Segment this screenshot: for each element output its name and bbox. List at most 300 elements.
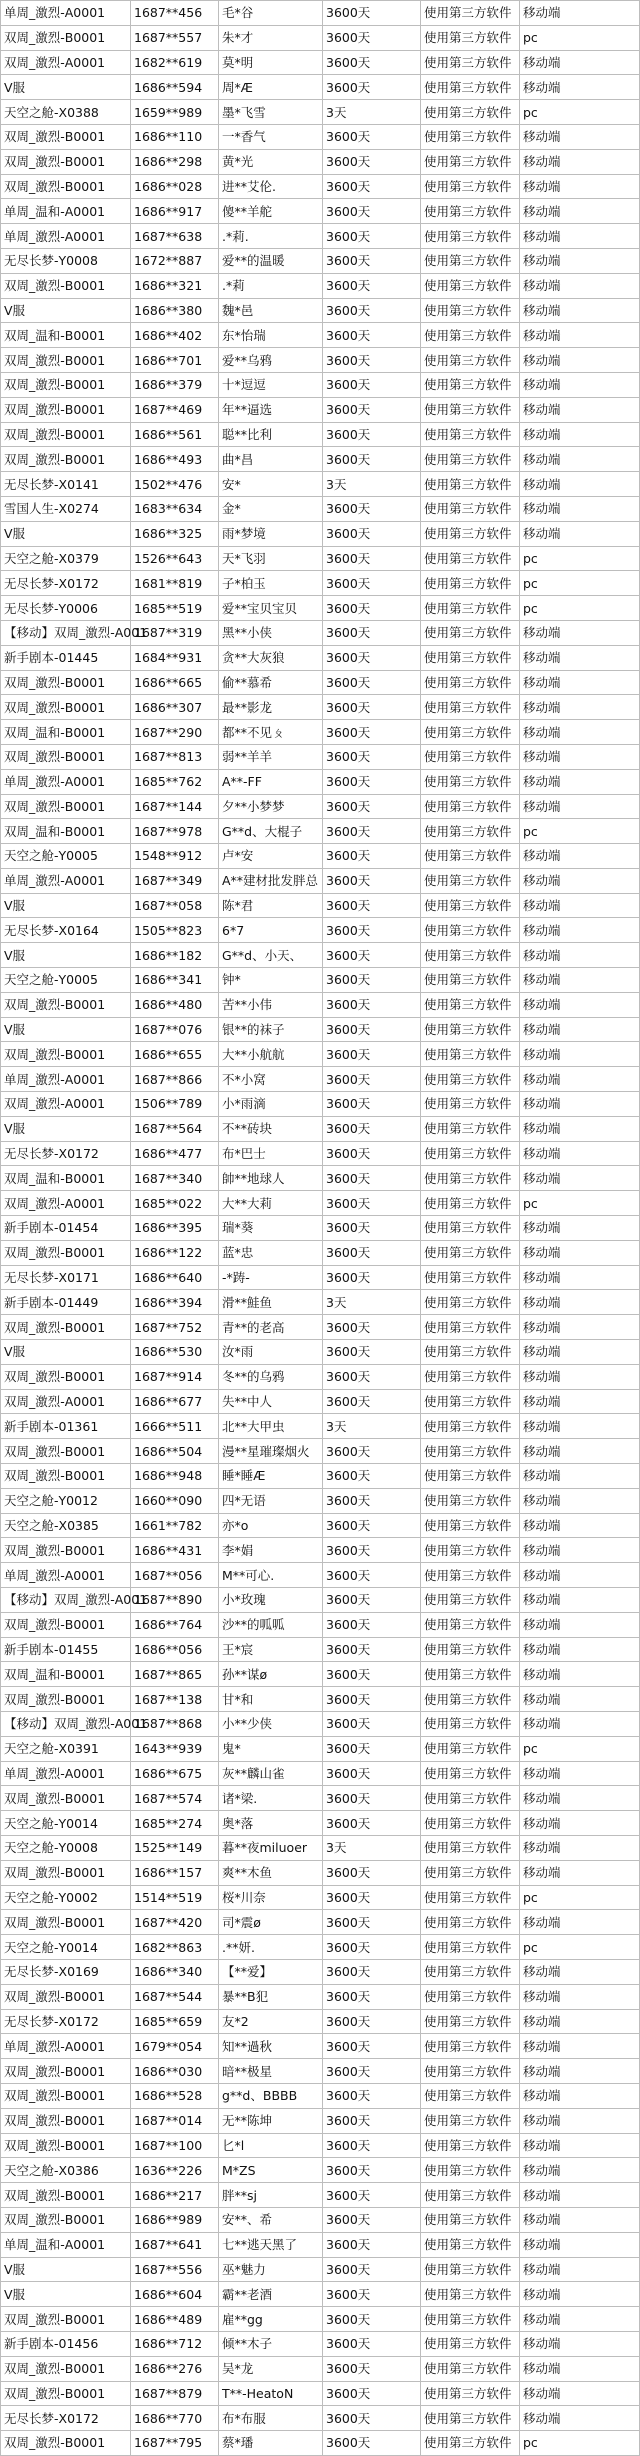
server-cell: 无尽长梦-X0141 [1,472,131,497]
table-row [1,1017,640,1042]
duration-cell: 3600天 [323,2381,421,2406]
reason-cell: 使用第三方软件 [421,1761,520,1786]
server-cell: 单周_激烈-A0001 [1,2034,131,2059]
server-cell: 无尽长梦-X0172 [1,571,131,596]
nickname-cell: 冬**的乌鸦 [219,1364,323,1389]
duration-cell: 3600天 [323,397,421,422]
server-cell: 双周_激烈-B0001 [1,1860,131,1885]
reason-cell: 使用第三方软件 [421,2207,520,2232]
server-cell: 无尽长梦-X0172 [1,2009,131,2034]
nickname-cell: 桜*川奈 [219,1885,323,1910]
duration-cell: 3600天 [323,2009,421,2034]
platform-cell: 移动端 [520,1240,640,1265]
nickname-cell: 【**爱】 [219,1959,323,1984]
server-cell: V服 [1,943,131,968]
reason-cell: 使用第三方软件 [421,1563,520,1588]
server-cell: V服 [1,1116,131,1141]
account-cell: 1686**298 [131,149,219,174]
nickname-cell: 甘*和 [219,1687,323,1712]
reason-cell: 使用第三方软件 [421,2307,520,2332]
account-cell: 1687**868 [131,1711,219,1736]
platform-cell: 移动端 [520,199,640,224]
table-row [1,819,640,844]
table-row [1,720,640,745]
reason-cell: 使用第三方软件 [421,1141,520,1166]
nickname-cell: 朱*才 [219,25,323,50]
duration-cell: 3600天 [323,1240,421,1265]
platform-cell: 移动端 [520,1860,640,1885]
server-cell: 双周_温和-B0001 [1,819,131,844]
server-cell: 双周_激烈-B0001 [1,273,131,298]
table-row [1,546,640,571]
nickname-cell: 胖**sj [219,2183,323,2208]
account-cell: 1687**420 [131,1910,219,1935]
nickname-cell: G**d、大棍子 [219,819,323,844]
server-cell: 无尽长梦-X0172 [1,1141,131,1166]
account-cell: 1526**643 [131,546,219,571]
account-cell: 1686**604 [131,2282,219,2307]
server-cell: 双周_激烈-B0001 [1,2431,131,2456]
nickname-cell: 爱**乌鸦 [219,348,323,373]
table-row [1,1860,640,1885]
platform-cell: 移动端 [520,1,640,26]
server-cell: 双周_温和-B0001 [1,1662,131,1687]
server-cell: 天空之舱-Y0014 [1,1935,131,1960]
nickname-cell: 小**少侠 [219,1711,323,1736]
server-cell: V服 [1,1340,131,1365]
nickname-cell: 年**逼选 [219,397,323,422]
table-row [1,645,640,670]
account-cell: 1686**030 [131,2059,219,2084]
reason-cell: 使用第三方软件 [421,1935,520,1960]
account-cell: 1687**100 [131,2133,219,2158]
server-cell: 双周_激烈-B0001 [1,2356,131,2381]
duration-cell: 3600天 [323,1017,421,1042]
duration-cell: 3600天 [323,1116,421,1141]
account-cell: 1506**789 [131,1092,219,1117]
account-cell: 1686**655 [131,1042,219,1067]
reason-cell: 使用第三方软件 [421,1042,520,1067]
table-row [1,1340,640,1365]
table-row [1,1612,640,1637]
account-cell: 1686**325 [131,521,219,546]
reason-cell: 使用第三方软件 [421,248,520,273]
platform-cell: 移动端 [520,1265,640,1290]
account-cell: 1666**511 [131,1414,219,1439]
platform-cell: 移动端 [520,124,640,149]
nickname-cell: 贪**大灰狼 [219,645,323,670]
table-row [1,1711,640,1736]
platform-cell: 移动端 [520,1538,640,1563]
platform-cell: 移动端 [520,372,640,397]
reason-cell: 使用第三方软件 [421,1538,520,1563]
server-cell: 天空之舱-X0391 [1,1736,131,1761]
table-row [1,1959,640,1984]
platform-cell: 移动端 [520,2108,640,2133]
platform-cell: 移动端 [520,447,640,472]
duration-cell: 3600天 [323,2331,421,2356]
table-row [1,2282,640,2307]
reason-cell: 使用第三方软件 [421,1488,520,1513]
table-row [1,1265,640,1290]
server-cell: 双周_激烈-B0001 [1,1364,131,1389]
platform-cell: 移动端 [520,2257,640,2282]
table-row [1,1240,640,1265]
reason-cell: 使用第三方软件 [421,1910,520,1935]
server-cell: 天空之舱-X0388 [1,100,131,125]
account-cell: 1687**866 [131,1067,219,1092]
nickname-cell: 弱**羊羊 [219,744,323,769]
account-cell: 1672**887 [131,248,219,273]
account-cell: 1686**431 [131,1538,219,1563]
platform-cell: 移动端 [520,1662,640,1687]
reason-cell: 使用第三方软件 [421,1340,520,1365]
nickname-cell: 天*飞羽 [219,546,323,571]
account-cell: 1659**989 [131,100,219,125]
reason-cell: 使用第三方软件 [421,273,520,298]
nickname-cell: 钟* [219,968,323,993]
table-row [1,1687,640,1712]
reason-cell: 使用第三方软件 [421,645,520,670]
duration-cell: 3600天 [323,695,421,720]
reason-cell: 使用第三方软件 [421,546,520,571]
duration-cell: 3天 [323,472,421,497]
account-cell: 1686**640 [131,1265,219,1290]
account-cell: 1682**619 [131,50,219,75]
nickname-cell: 四*无语 [219,1488,323,1513]
server-cell: 双周_激烈-B0001 [1,1042,131,1067]
duration-cell: 3600天 [323,2083,421,2108]
platform-cell: 移动端 [520,2331,640,2356]
table-body [1,1,640,2456]
table-row [1,100,640,125]
duration-cell: 3600天 [323,1637,421,1662]
platform-cell: 移动端 [520,1761,640,1786]
platform-cell: 移动端 [520,1984,640,2009]
reason-cell: 使用第三方软件 [421,744,520,769]
reason-cell: 使用第三方软件 [421,1,520,26]
account-cell: 1502**476 [131,472,219,497]
account-cell: 1686**122 [131,1240,219,1265]
platform-cell: 移动端 [520,968,640,993]
duration-cell: 3600天 [323,1191,421,1216]
reason-cell: 使用第三方软件 [421,1290,520,1315]
platform-cell: pc [520,819,640,844]
table-row [1,422,640,447]
server-cell: 新手剧本-01455 [1,1637,131,1662]
server-cell: 双周_激烈-B0001 [1,25,131,50]
duration-cell: 3600天 [323,1166,421,1191]
platform-cell: pc [520,100,640,125]
server-cell: V服 [1,2257,131,2282]
nickname-cell: 一*香气 [219,124,323,149]
table-row [1,496,640,521]
platform-cell: 移动端 [520,844,640,869]
table-row [1,2059,640,2084]
reason-cell: 使用第三方软件 [421,1612,520,1637]
account-cell: 1686**217 [131,2183,219,2208]
duration-cell: 3600天 [323,1364,421,1389]
nickname-cell: 孙**谋ø [219,1662,323,1687]
table-row [1,1811,640,1836]
table-row [1,1910,640,1935]
account-cell: 1686**182 [131,943,219,968]
platform-cell: pc [520,2431,640,2456]
platform-cell: 移动端 [520,472,640,497]
account-cell: 1685**022 [131,1191,219,1216]
table-row [1,968,640,993]
nickname-cell: 黄*光 [219,149,323,174]
table-row [1,224,640,249]
server-cell: 单周_激烈-A0001 [1,224,131,249]
table-row [1,1116,640,1141]
platform-cell: 移动端 [520,1711,640,1736]
nickname-cell: 雨*梦境 [219,521,323,546]
server-cell: 双周_激烈-B0001 [1,422,131,447]
reason-cell: 使用第三方软件 [421,199,520,224]
nickname-cell: 爱**的温暖 [219,248,323,273]
server-cell: 双周_激烈-B0001 [1,2133,131,2158]
nickname-cell: 王*宸 [219,1637,323,1662]
server-cell: 无尽长梦-X0169 [1,1959,131,1984]
server-cell: 双周_激烈-A0001 [1,1092,131,1117]
duration-cell: 3600天 [323,1216,421,1241]
platform-cell: 移动端 [520,670,640,695]
reason-cell: 使用第三方软件 [421,100,520,125]
reason-cell: 使用第三方软件 [421,1315,520,1340]
table-row [1,124,640,149]
server-cell: 双周_激烈-B0001 [1,447,131,472]
platform-cell: 移动端 [520,1959,640,1984]
server-cell: 双周_激烈-A0001 [1,1191,131,1216]
account-cell: 1687**076 [131,1017,219,1042]
table-row [1,2158,640,2183]
server-cell: 双周_激烈-B0001 [1,1240,131,1265]
nickname-cell: 傻**羊舵 [219,199,323,224]
reason-cell: 使用第三方软件 [421,496,520,521]
duration-cell: 3600天 [323,645,421,670]
reason-cell: 使用第三方软件 [421,2059,520,2084]
platform-cell: 移动端 [520,1017,640,1042]
platform-cell: 移动端 [520,1910,640,1935]
duration-cell: 3600天 [323,868,421,893]
nickname-cell: 蓝*忠 [219,1240,323,1265]
platform-cell: 移动端 [520,1389,640,1414]
nickname-cell: g**d、BBBB [219,2083,323,2108]
server-cell: 无尽长梦-X0164 [1,918,131,943]
account-cell: 1687**544 [131,1984,219,2009]
reason-cell: 使用第三方软件 [421,2232,520,2257]
reason-cell: 使用第三方软件 [421,2406,520,2431]
reason-cell: 使用第三方软件 [421,1984,520,2009]
reason-cell: 使用第三方软件 [421,2183,520,2208]
nickname-cell: 聪**比利 [219,422,323,447]
table-row [1,50,640,75]
duration-cell: 3600天 [323,2232,421,2257]
duration-cell: 3600天 [323,348,421,373]
nickname-cell: 大**小航航 [219,1042,323,1067]
duration-cell: 3天 [323,100,421,125]
duration-cell: 3600天 [323,1860,421,1885]
table-row [1,1141,640,1166]
server-cell: 双周_激烈-B0001 [1,695,131,720]
account-cell: 1687**865 [131,1662,219,1687]
platform-cell: 移动端 [520,2406,640,2431]
platform-cell: 移动端 [520,620,640,645]
account-cell: 1687**638 [131,224,219,249]
platform-cell: 移动端 [520,2381,640,2406]
server-cell: 天空之舱-Y0002 [1,1885,131,1910]
platform-cell: 移动端 [520,1786,640,1811]
duration-cell: 3600天 [323,1885,421,1910]
table-row [1,2331,640,2356]
table-row [1,620,640,645]
server-cell: 双周_激烈-B0001 [1,1439,131,1464]
server-cell: 双周_激烈-B0001 [1,1786,131,1811]
duration-cell: 3600天 [323,447,421,472]
reason-cell: 使用第三方软件 [421,844,520,869]
duration-cell: 3600天 [323,769,421,794]
duration-cell: 3600天 [323,1488,421,1513]
platform-cell: 移动端 [520,645,640,670]
table-row [1,1067,640,1092]
account-cell: 1687**290 [131,720,219,745]
account-cell: 1687**319 [131,620,219,645]
nickname-cell: 司*震ø [219,1910,323,1935]
nickname-cell: 诸*梁. [219,1786,323,1811]
nickname-cell: 李*娟 [219,1538,323,1563]
nickname-cell: 小*玫瑰 [219,1588,323,1613]
reason-cell: 使用第三方软件 [421,1588,520,1613]
reason-cell: 使用第三方软件 [421,224,520,249]
account-cell: 1636**226 [131,2158,219,2183]
table-row [1,1563,640,1588]
server-cell: 单周_激烈-A0001 [1,1067,131,1092]
account-cell: 1686**948 [131,1464,219,1489]
server-cell: 无尽长梦-Y0006 [1,596,131,621]
platform-cell: 移动端 [520,298,640,323]
duration-cell: 3600天 [323,1612,421,1637]
platform-cell: pc [520,1191,640,1216]
nickname-cell: 汝*雨 [219,1340,323,1365]
reason-cell: 使用第三方软件 [421,769,520,794]
platform-cell: 移动端 [520,496,640,521]
reason-cell: 使用第三方软件 [421,1166,520,1191]
table-row [1,472,640,497]
nickname-cell: 灰**麟山雀 [219,1761,323,1786]
reason-cell: 使用第三方软件 [421,149,520,174]
duration-cell: 3600天 [323,1984,421,2009]
table-row [1,571,640,596]
duration-cell: 3600天 [323,2183,421,2208]
duration-cell: 3600天 [323,372,421,397]
nickname-cell: 莫*明 [219,50,323,75]
nickname-cell: 不**砖块 [219,1116,323,1141]
reason-cell: 使用第三方软件 [421,620,520,645]
reason-cell: 使用第三方软件 [421,422,520,447]
table-row [1,298,640,323]
table-row [1,25,640,50]
duration-cell: 3600天 [323,2282,421,2307]
account-cell: 1687**014 [131,2108,219,2133]
nickname-cell: 滑**鮭鱼 [219,1290,323,1315]
table-row [1,2083,640,2108]
duration-cell: 3600天 [323,794,421,819]
nickname-cell: -*踌- [219,1265,323,1290]
platform-cell: 移动端 [520,695,640,720]
reason-cell: 使用第三方软件 [421,1786,520,1811]
nickname-cell: 布*布服 [219,2406,323,2431]
server-cell: 【移动】双周_激烈-A001 [1,620,131,645]
nickname-cell: 霸**老酒 [219,2282,323,2307]
reason-cell: 使用第三方软件 [421,298,520,323]
reason-cell: 使用第三方软件 [421,868,520,893]
platform-cell: 移动端 [520,2034,640,2059]
duration-cell: 3600天 [323,1538,421,1563]
account-cell: 1687**556 [131,2257,219,2282]
platform-cell: 移动端 [520,2282,640,2307]
reason-cell: 使用第三方软件 [421,2356,520,2381]
server-cell: V服 [1,2282,131,2307]
reason-cell: 使用第三方软件 [421,2034,520,2059]
duration-cell: 3600天 [323,571,421,596]
account-cell: 1683**634 [131,496,219,521]
nickname-cell: 子*柏玉 [219,571,323,596]
table-row [1,1315,640,1340]
duration-cell: 3600天 [323,1786,421,1811]
platform-cell: pc [520,1935,640,1960]
account-cell: 1686**157 [131,1860,219,1885]
nickname-cell: 瑞*葵 [219,1216,323,1241]
duration-cell: 3600天 [323,1315,421,1340]
duration-cell: 3600天 [323,25,421,50]
reason-cell: 使用第三方软件 [421,1835,520,1860]
table-row [1,149,640,174]
server-cell: 单周_温和-A0001 [1,2232,131,2257]
reason-cell: 使用第三方软件 [421,472,520,497]
account-cell: 1686**701 [131,348,219,373]
table-row [1,1513,640,1538]
account-cell: 1687**138 [131,1687,219,1712]
server-cell: 双周_激烈-A0001 [1,1389,131,1414]
reason-cell: 使用第三方软件 [421,1811,520,1836]
server-cell: 双周_激烈-B0001 [1,794,131,819]
reason-cell: 使用第三方软件 [421,1711,520,1736]
duration-cell: 3600天 [323,323,421,348]
reason-cell: 使用第三方软件 [421,1464,520,1489]
table-row [1,1835,640,1860]
reason-cell: 使用第三方软件 [421,1017,520,1042]
account-cell: 1686**530 [131,1340,219,1365]
table-row [1,844,640,869]
duration-cell: 3600天 [323,2133,421,2158]
account-cell: 1685**519 [131,596,219,621]
account-cell: 1686**675 [131,1761,219,1786]
platform-cell: 移动端 [520,397,640,422]
server-cell: 双周_激烈-B0001 [1,744,131,769]
reason-cell: 使用第三方软件 [421,2009,520,2034]
reason-cell: 使用第三方软件 [421,447,520,472]
table-row [1,447,640,472]
table-row [1,1885,640,1910]
platform-cell: 移动端 [520,248,640,273]
platform-cell: 移动端 [520,1141,640,1166]
nickname-cell: 苦**小伟 [219,992,323,1017]
server-cell: V服 [1,521,131,546]
platform-cell: 移动端 [520,992,640,1017]
server-cell: 天空之舱-Y0008 [1,1835,131,1860]
table-row [1,2108,640,2133]
